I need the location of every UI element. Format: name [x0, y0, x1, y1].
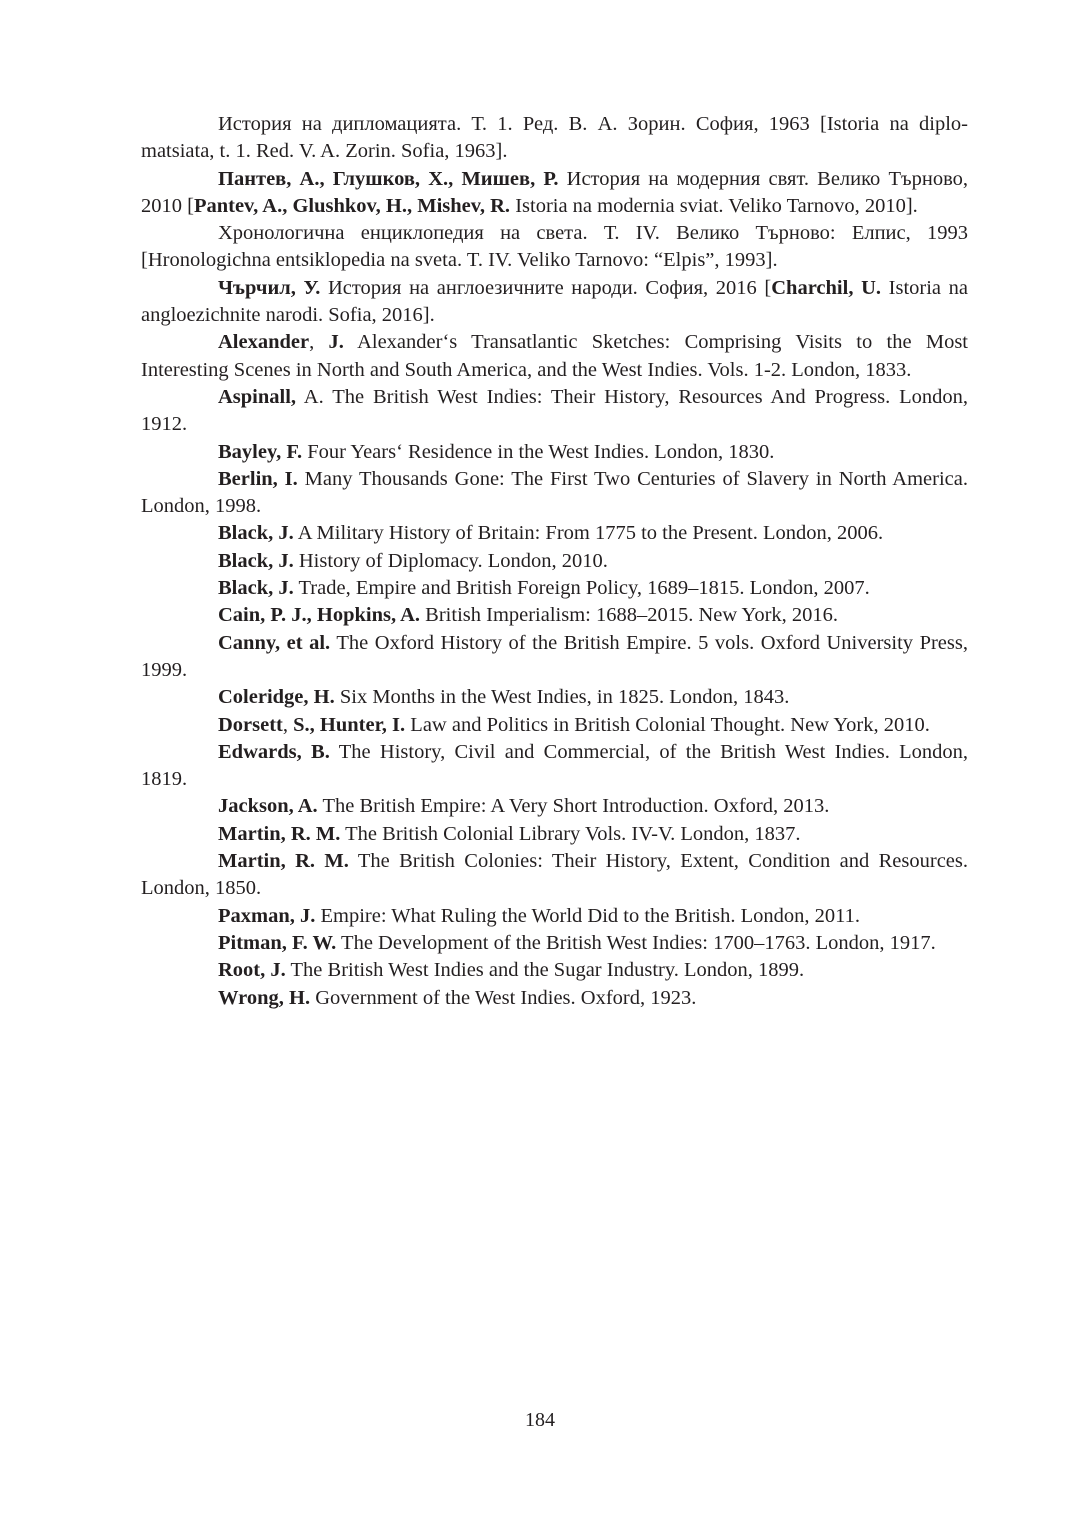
entry-author: J. — [328, 331, 344, 354]
bibliography-entry — [141, 739, 968, 794]
entry-text: Six Months in the West Indies, in 1825. London, 1843. — [334, 686, 790, 709]
bibliography-entry — [141, 111, 968, 166]
entry-author: Чърчил, У. — [218, 276, 321, 299]
entry-author: Root, J. — [218, 959, 286, 982]
entry-author: Cain, P. J., Hopkins, A. — [218, 604, 421, 627]
entry-author: Black, J. — [218, 577, 294, 600]
entry-text: История на модерния свят. Велико Търново, 2010 [ — [141, 167, 968, 217]
entry-author: Пантев, А., Глушков, Х., Мишев, Р. — [218, 167, 559, 190]
entry-text: Law and Politics in British Colonial Thought. New York, 2010. — [405, 713, 930, 736]
entry-text: , — [309, 331, 329, 354]
entry-text: Хронологична енциклопедия на света. Т. IV. Велико Търново: Елпис, 1993 [Hronologichna entsiklopedia na sveta. T. IV. Veliko Tarnovo: “Elpis”, 1993]. — [141, 222, 968, 272]
entry-text: Istoria na angloezichnite narodi. Sofia, 2016]. — [141, 276, 968, 327]
entry-author: Wrong, H. — [218, 986, 311, 1009]
entry-text: История на англоезичните народи. София, 2016 [ — [320, 276, 772, 299]
bibliography-list — [141, 111, 968, 1012]
bibliography-entry — [141, 275, 968, 330]
entry-text: The Oxford History of the British Empire. 5 vols. Oxford University Press, 1999. — [141, 631, 968, 681]
bibliography-entry — [141, 548, 968, 575]
page-number: 184 — [525, 1409, 555, 1431]
entry-author: Coleridge, H. — [218, 686, 335, 709]
entry-text: The Development of the British West Indies: 1700–1763. London, 1917. — [336, 931, 936, 954]
entry-author: S., Hunter, I. — [293, 713, 406, 736]
entry-text: Four Years‘ Residence in the West Indies. London, 1830. — [302, 440, 775, 463]
entry-text: A. The British West Indies: Their History, Resources And Progress. London, 1912. — [141, 385, 968, 436]
entry-author: Charchil, U. — [771, 276, 882, 299]
bibliography-entry — [141, 520, 968, 547]
bibliography-entry — [141, 848, 968, 903]
entry-author: Aspinall, — [218, 385, 297, 408]
entry-text: Government of the West Indies. Oxford, 1923. — [310, 986, 697, 1009]
entry-author: Martin, R. M. — [218, 822, 341, 845]
bibliography-entry — [141, 903, 968, 930]
entry-text: Alexander‘s Transatlantic Sketches: Comprising Visits to the Most Interesting Scenes in North and South America, and the West Indies. Vols. 1-2. London, 1833. — [141, 331, 968, 381]
bibliography-entry — [141, 630, 968, 685]
bibliography-entry — [141, 957, 968, 984]
entry-text: The British Colonial Library Vols. IV-V. London, 1837. — [340, 822, 801, 845]
entry-author: Canny, et al. — [218, 631, 331, 654]
entry-text: , — [282, 713, 294, 736]
bibliography-entry — [141, 329, 968, 384]
entry-text: Empire: What Ruling the World Did to the British. London, 2011. — [315, 904, 860, 927]
entry-text: Istoria na modernia sviat. Veliko Tarnovo, 2010]. — [510, 194, 918, 217]
entry-author: Pitman, F. W. — [218, 931, 337, 954]
bibliography-entry — [141, 166, 968, 221]
entry-text: The British Colonies: Their History, Extent, Condition and Resources. London, 1850. — [141, 850, 969, 900]
bibliography-entry — [141, 384, 968, 439]
bibliography-entry — [141, 793, 968, 820]
entry-text: The British West Indies and the Sugar Industry. London, 1899. — [285, 959, 805, 982]
bibliography-entry — [141, 821, 968, 848]
bibliography-entry — [141, 220, 968, 275]
entry-author: Edwards, B. — [218, 740, 330, 763]
entry-author: Martin, R. M. — [218, 850, 349, 873]
entry-author: Black, J. — [218, 522, 294, 545]
entry-text: История на дипломацията. Т. 1. Ред. В. А. Зорин. София, 1963 [Istoria na diplomatsiata, t. 1. Red. V. A. Zorin. Sofia, 1963]. — [141, 113, 968, 163]
entry-author: Pantev, A., Glushkov, H., Mishev, R. — [193, 194, 511, 217]
entry-author: Berlin, I. — [218, 467, 298, 490]
bibliography-entry — [141, 930, 968, 957]
bibliography-entry — [141, 575, 968, 602]
entry-text: The British Empire: A Very Short Introduction. Oxford, 2013. — [317, 795, 830, 818]
entry-text: Many Thousands Gone: The First Two Centuries of Slavery in North America. London, 1998. — [141, 467, 968, 518]
entry-author: Alexander — [218, 331, 310, 354]
entry-text: British Imperialism: 1688–2015. New York, 2016. — [420, 604, 839, 627]
entry-text: The History, Civil and Commercial, of the British West Indies. London, 1819. — [141, 740, 969, 791]
entry-text: Trade, Empire and British Foreign Policy, 1689–1815. London, 2007. — [293, 577, 870, 600]
entry-text: History of Diplomacy. London, 2010. — [293, 549, 608, 572]
bibliography-entry — [141, 466, 968, 521]
entry-text: A Military History of Britain: From 1775 to the Present. London, 2006. — [293, 522, 884, 545]
bibliography-entry — [141, 602, 968, 629]
entry-author: Bayley, F. — [218, 440, 303, 463]
entry-author: Jackson, A. — [218, 795, 318, 818]
bibliography-entry — [141, 439, 968, 466]
bibliography-entry — [141, 712, 968, 739]
bibliography-entry — [141, 985, 968, 1012]
bibliography-entry — [141, 684, 968, 711]
entry-author: Dorsett — [218, 713, 283, 736]
entry-author: Black, J. — [218, 549, 294, 572]
entry-author: Paxman, J. — [218, 904, 316, 927]
